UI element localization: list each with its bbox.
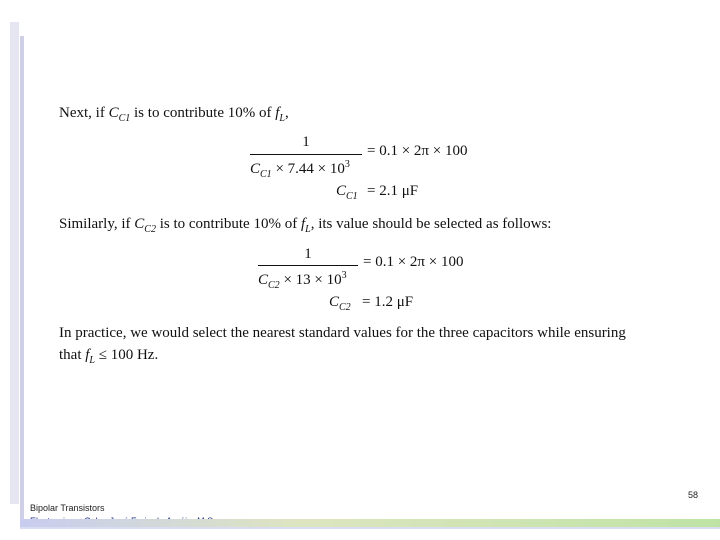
eq2-fraction-bar (258, 265, 358, 266)
paragraph-in-practice-line1: In practice, we would select the nearest standard values for the three capacitors while ensuring (59, 325, 626, 341)
eq2-numerator: 1 (304, 246, 312, 262)
eq2-denominator: $C_{C2} \times 13 \times 10^3$ (258, 270, 347, 291)
paragraph-in-practice-line2: that $f_L \le 100$ Hz. (59, 347, 159, 366)
paragraph-similarly: Similarly, if $C_{C2}$ is to contribute 10% of $f_L$, its value should be selected as follows: (59, 216, 552, 235)
eq1-numerator: 1 (302, 134, 310, 150)
eq1-denominator: $C_{C1} \times 7.44 \times 10^3$ (250, 159, 350, 180)
eq2-result-value: = 1.2 μF (362, 294, 414, 310)
eq2-result: $C_{C2}$ (329, 294, 351, 313)
eq1-result-value: = 2.1 μF (367, 183, 419, 199)
eq2-rhs: = 0.1 × 2π × 100 (363, 254, 464, 270)
eq1-rhs: = 0.1 × 2π × 100 (367, 143, 468, 159)
footer-gradient-bar (20, 519, 720, 527)
page-number: 58 (687, 490, 698, 500)
footer-underline (20, 527, 720, 529)
left-accent-line (20, 36, 24, 522)
left-decorative-bar (10, 22, 19, 504)
eq1-result: $C_{C1}$ (336, 183, 358, 202)
eq1-fraction-bar (250, 154, 362, 155)
footer-course-title: Bipolar Transistors (30, 503, 105, 513)
paragraph-next: Next, if $C_{C1}$ is to contribute 10% of $f_L$, (59, 105, 289, 124)
